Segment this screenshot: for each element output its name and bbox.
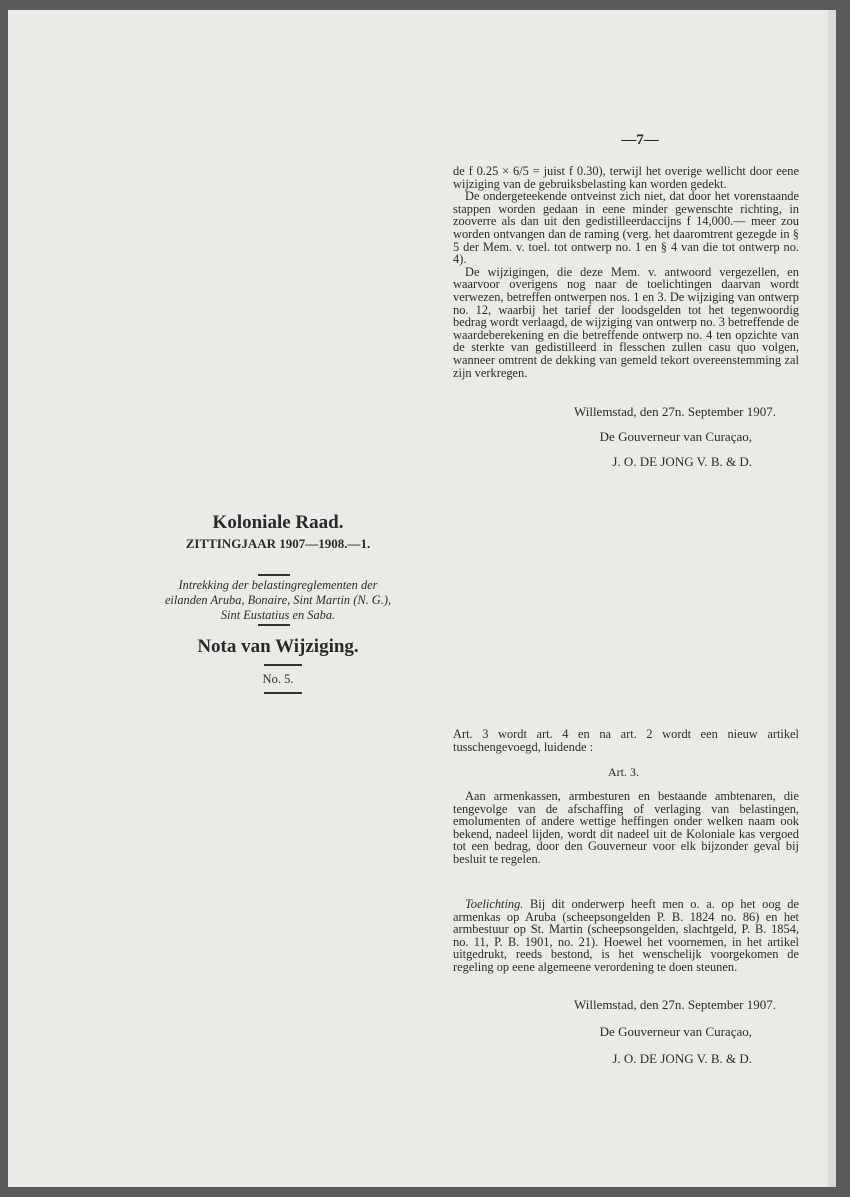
document-number: No. 5. [262, 672, 294, 686]
signature-place-date: Willemstad, den 27n. September 1907. [573, 997, 776, 1012]
divider [258, 624, 290, 626]
paragraph-1: de f 0.25 × 6/5 = juist f 0.30), terwijl het overige wellicht door eene wijziging van de gebruiksbelasting kan worden gedekt. [453, 164, 799, 191]
signature-title: De Gouverneur van Curaçao, [599, 429, 752, 444]
explanation-body: Bij dit onderwerp heeft men o. a. op het oog de armenkas op Aruba (scheepsongelden P. B. 1824 no. 86) en het armbestuur op St. Martin (scheepsongelden, slachtgeld, P. B. 1854, no. 11, P. B. 1901, no. 21). Hoewel het voornemen, in het artikel uitgedrukt, reeds bestond, is het wenschelijk voorgekomen de regeling op eene algemeene verordening te doen steunen. [453, 897, 799, 974]
left-heading-block [158, 512, 398, 552]
signature-block-1 [453, 399, 776, 474]
divider [264, 692, 302, 694]
page-number: —7— [621, 132, 659, 148]
article-heading: Art. 3. [608, 765, 639, 779]
amendment-intro: Art. 3 wordt art. 4 en na art. 2 wordt een nieuw artikel tusschengevoegd, luidende : [453, 727, 799, 754]
page-edge [828, 10, 836, 1187]
article-text: Aan armenkassen, armbesturen en bestaande ambtenaren, die tengevolge van de afschaffing of verlaging van belastingen, emolumenten of andere wettige heffingen onder welken naam ook bekend, nadeel lijden, wordt dit nadeel uit de Koloniale kas vergoed tot een bedrag, door den Gouverneur voor elk bijzonder geval bij besluit te regelen. [453, 789, 799, 866]
explanation-label: Toelichting. [465, 897, 524, 911]
signature-name: J. O. DE JONG V. B. & D. [612, 1051, 752, 1066]
session-year: ZITTINGJAAR 1907—1908.—1. [185, 536, 371, 551]
signature-name: J. O. DE JONG V. B. & D. [612, 454, 752, 469]
signature-block-2 [453, 991, 776, 1072]
paragraph-2: De ondergeteekende ontveinst zich niet, dat door het vorenstaande stappen worden gedaan in eene minder gewenschte richting, in zooverre als dan uit den gedistilleerdaccijns f 14,000.— meer zou worden ontvangen dan de raming (verg. het daaromtrent gezegde in § 5 der Mem. v. toel. tot ontwerp no. 1 en § 4 van die tot ontwerp no. 4). [453, 189, 799, 267]
signature-title: De Gouverneur van Curaçao, [599, 1024, 752, 1039]
paragraph-3: De wijzigingen, die deze Mem. v. antwoord vergezellen, en waarvoor overigens nog naar de toelichtingen daarvan wordt verwezen, betreffen ontwerpen nos. 1 en 3. De wijziging van ontwerp no. 12, waarbij het tarief der loodsgelden tot het tegenwoordig bedrag wordt verlaagd, de wijziging van ontwerp no. 3 betreffende de waardeberekening en die betreffende ontwerp no. 4 ten opzichte van de sterkte van gedistilleerd in flesschen zullen casu quo volgen, wanneer omtrent de dekking van gemeld tekort overeenstemming zal zijn verkregen. [453, 264, 799, 380]
explanation-text [453, 898, 799, 974]
document-title: Nota van Wijziging. [197, 636, 359, 657]
divider [264, 664, 302, 666]
divider [258, 574, 290, 576]
signature-place-date: Willemstad, den 27n. September 1907. [573, 404, 776, 419]
subject-title: Intrekking der belastingreglementen der eilanden Aruba, Bonaire, Sint Martin (N. G.), Sint Eustatius en Saba. [164, 578, 392, 622]
document-page [8, 10, 836, 1187]
continuation-text [453, 165, 799, 379]
council-title: Koloniale Raad. [212, 512, 344, 533]
